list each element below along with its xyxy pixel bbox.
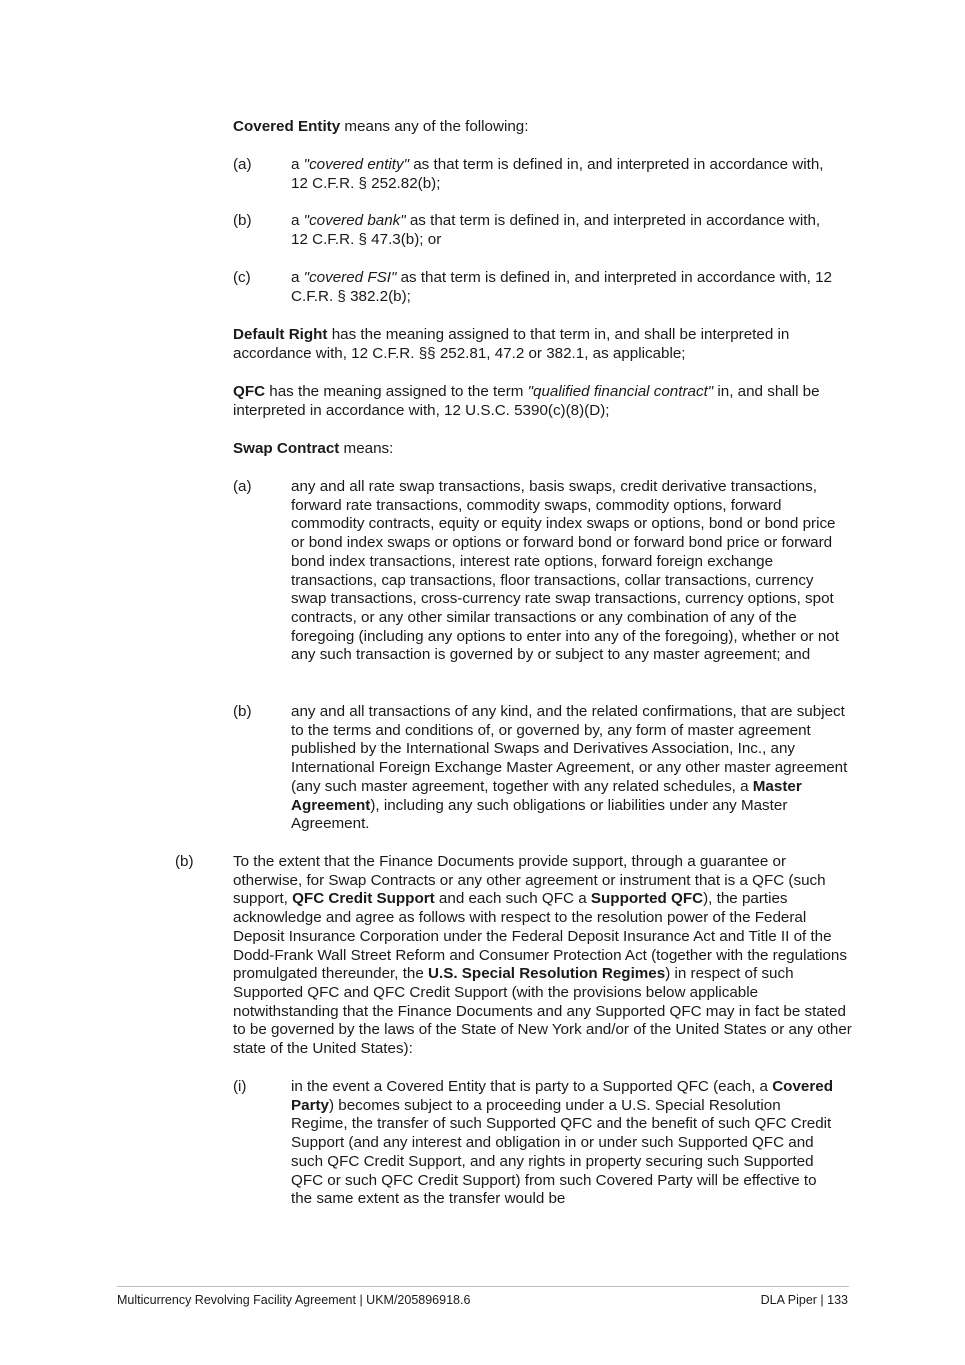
list-item: a "covered bank" as that term is defined in, and interpreted in accordance with, 12 C.F.R. § 47.3(b); or bbox=[291, 212, 821, 248]
defined-term: Default Right bbox=[233, 326, 328, 343]
footer-page-number: DLA Piper | 133 bbox=[760, 1293, 848, 1307]
list-item: any and all rate swap transactions, basis swaps, credit derivative transactions, forward rate transactions, commodity swaps, commodity options, forward commodity contracts, equity or equity index swaps or options, bond or bond price or bond index swaps or options or forward bond or forward bond price or forward bond index transactions, interest rate options, forward foreign exchange transactions, cap transactions, floor transactions, collar transactions, currency swap transactions, cross-currency rate swap transactions, currency options, spot contracts, or any other similar transactions or any combination of any of the foregoing (including any options to enter into any of the foregoing), whether or not any such transaction is governed by or subject to any master agreement; and bbox=[291, 478, 839, 664]
list-item: a "covered entity" as that term is defined in, and interpreted in accordance with, 12 C.F.R. § 252.82(b); bbox=[291, 156, 824, 192]
list-label: (a) bbox=[233, 478, 252, 495]
list-label: (c) bbox=[233, 269, 251, 286]
definition-qfc: QFC has the meaning assigned to the term "qualified financial contract" in, and shall be interpreted in accordance with, 12 U.S.C. 5390(c)(8)(D); bbox=[233, 383, 820, 419]
definition-default-right: Default Right has the meaning assigned to that term in, and shall be interpreted in accordance with, 12 C.F.R. §§ 252.81, 47.2 or 382.1, as applicable; bbox=[233, 326, 790, 362]
list-label: (b) bbox=[233, 212, 252, 229]
defined-term: Swap Contract bbox=[233, 440, 340, 457]
clause-paragraph: To the extent that the Finance Documents provide support, through a guarantee or otherwise, for Swap Contracts or any other agreement or instrument that is a QFC (such support, QFC Credit Support and each such QFC a Supported QFC), the parties acknowledge and agree as follows with respect to the resolution power of the Federal Deposit Insurance Corporation under the Federal Deposit Insurance Act and Title II of the Dodd-Frank Wall Street Reform and Consumer Protection Act (together with the regulations promulgated thereunder, the U.S. Special Resolution Regimes) in respect of such Supported QFC and QFC Credit Support (with the provisions below applicable notwithstanding that the Finance Documents and any Supported QFC may in fact be stated to be governed by the laws of the State of New York and/or of the United States or any other state of the United States): bbox=[233, 853, 852, 1058]
definition-swap-contract: Swap Contract means: bbox=[233, 440, 394, 457]
definition-covered-entity: Covered Entity means any of the following: bbox=[233, 118, 529, 135]
defined-term: Covered Entity bbox=[233, 118, 341, 135]
list-item: a "covered FSI" as that term is defined in, and interpreted in accordance with, 12 C.F.R. § 382.2(b); bbox=[291, 269, 832, 305]
clause-paragraph: in the event a Covered Entity that is party to a Supported QFC (each, a Covered Party) becomes subject to a proceeding under a U.S. Special Resolution Regime, the transfer of such Supported QFC and the benefit of such QFC Credit Support (and any interest and obligation in or under such Supported QFC and such QFC Credit Support, and any rights in property securing such Supported QFC or such QFC Credit Support) from such Covered Party will be effective to the same extent as the transfer would be bbox=[291, 1078, 833, 1208]
footer-document-reference: Multicurrency Revolving Facility Agreement | UKM/205896918.6 bbox=[117, 1293, 471, 1307]
clause-label: (b) bbox=[175, 853, 194, 870]
clause-label: (i) bbox=[233, 1078, 247, 1095]
defined-term: QFC bbox=[233, 383, 266, 400]
list-item: any and all transactions of any kind, and the related confirmations, that are subject to the terms and conditions of, or governed by, any form of master agreement published by the International Swaps and Derivatives Association, Inc., any International Foreign Exchange Master Agreement, or any other master agreement (any such master agreement, together with any related schedules, a Master Agreement), including any such obligations or liabilities under any Master Agreement. bbox=[291, 703, 848, 833]
list-label: (a) bbox=[233, 156, 252, 173]
list-label: (b) bbox=[233, 703, 252, 720]
footer-divider bbox=[117, 1286, 849, 1287]
